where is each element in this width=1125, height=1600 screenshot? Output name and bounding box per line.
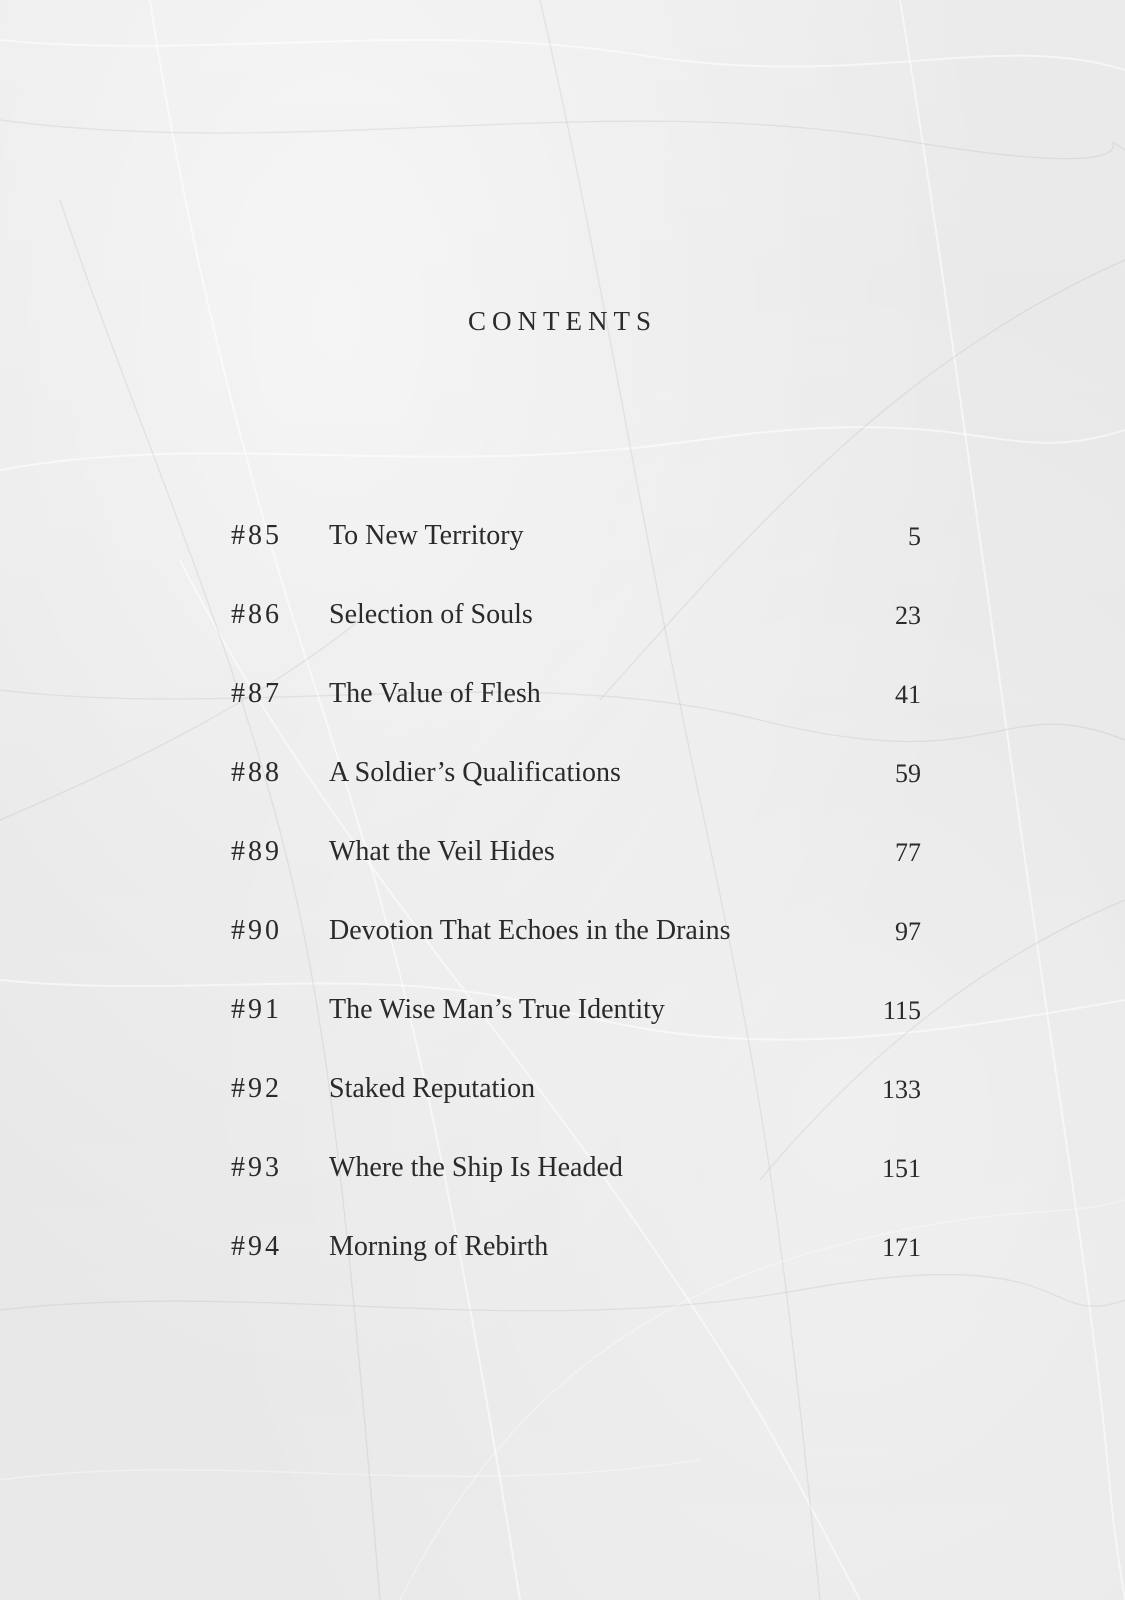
contents-heading: CONTENTS	[468, 306, 657, 336]
page-number: 151	[882, 1154, 921, 1183]
chapter-title: The Wise Man’s True Identity	[329, 994, 665, 1025]
toc-entry[interactable]	[231, 1152, 921, 1231]
chapter-number: #93	[231, 1152, 282, 1183]
chapter-title: A Soldier’s Qualifications	[329, 757, 621, 788]
chapter-number: #90	[231, 915, 282, 946]
chapter-title: Devotion That Echoes in the Drains	[329, 915, 731, 946]
chapter-title: Where the Ship Is Headed	[329, 1152, 623, 1183]
chapter-title: To New Territory	[329, 520, 524, 551]
page-number: 97	[895, 917, 921, 946]
page-number: 77	[895, 838, 921, 867]
toc-entry[interactable]	[231, 1073, 921, 1152]
chapter-title: Staked Reputation	[329, 1073, 536, 1104]
toc-entry[interactable]	[231, 520, 921, 599]
toc-entry[interactable]	[231, 757, 921, 836]
chapter-title: What the Veil Hides	[329, 836, 555, 867]
toc-entry[interactable]	[231, 1231, 921, 1310]
toc-entry[interactable]	[231, 915, 921, 994]
toc-entry[interactable]	[231, 836, 921, 915]
toc-entry[interactable]	[231, 599, 921, 678]
chapter-number: #85	[231, 520, 282, 551]
page-number: 5	[908, 522, 921, 551]
page-number: 41	[895, 680, 921, 709]
chapter-number: #87	[231, 678, 282, 709]
chapter-title: Selection of Souls	[329, 599, 533, 630]
page-number: 171	[882, 1233, 921, 1262]
chapter-number: #86	[231, 599, 282, 630]
toc-entry[interactable]	[231, 678, 921, 757]
chapter-number: #92	[231, 1073, 282, 1104]
page-number: 59	[895, 759, 921, 788]
toc-entry[interactable]	[231, 994, 921, 1073]
chapter-title: The Value of Flesh	[329, 678, 541, 709]
chapter-number: #91	[231, 994, 282, 1025]
chapter-number: #89	[231, 836, 282, 867]
table-of-contents-list	[231, 520, 921, 1310]
chapter-number: #94	[231, 1231, 282, 1262]
page-number: 133	[882, 1075, 921, 1104]
page-number: 23	[895, 601, 921, 630]
page-number: 115	[882, 996, 921, 1025]
chapter-title: Morning of Rebirth	[329, 1231, 549, 1262]
chapter-number: #88	[231, 757, 282, 788]
